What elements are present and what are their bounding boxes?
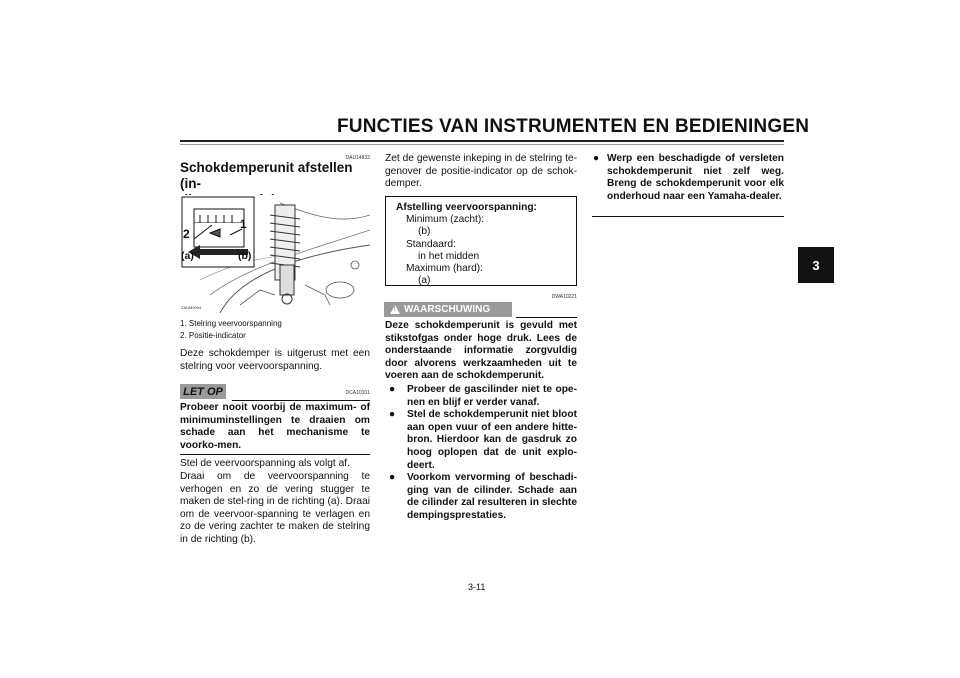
- header-rule-thin: [180, 144, 784, 145]
- warning-text: Deze schokdemperunit is gevuld met stikstofgas onder hoge druk. Lees de onderstaande informatie zorgvuldig door alvorens werkzaamheden uit te voeren aan de schokdemperunit.: [385, 320, 577, 382]
- callout-a: (a): [181, 250, 194, 262]
- bullet-icon: ●: [593, 153, 600, 164]
- box-max-value: (a): [418, 275, 431, 287]
- warning-rule: [516, 317, 577, 318]
- bullet-icon: ●: [389, 409, 396, 421]
- notice-text: Probeer nooit voorbij de maximum- of minimuminstellingen te draaien om schade aan het mechanisme te voorko-men.: [180, 402, 370, 451]
- box-std-value: in het midden: [418, 250, 480, 262]
- bullet-icon: ●: [389, 472, 396, 484]
- warning-badge: [384, 302, 512, 317]
- preload-settings-box: [385, 196, 577, 286]
- chapter-tab[interactable]: 3: [798, 247, 834, 283]
- figure-code: ZAUM0094: [181, 305, 202, 310]
- figure-caption-2: 2. Positie-indicator: [180, 331, 246, 340]
- list-item: ● Probeer de gascilinder niet te ope-nen en blijf er verder vanaf.: [389, 384, 577, 408]
- page-header-title: FUNCTIES VAN INSTRUMENTEN EN BEDIENINGEN: [337, 116, 810, 137]
- header-rule: [180, 140, 784, 142]
- section-code: DAU14832: [345, 155, 370, 161]
- shock-absorber-figure: [180, 195, 370, 315]
- col2-intro: Zet de gewenste inkeping in de stelring te-genover de positie-indicator op de schok-demper.: [385, 153, 577, 190]
- box-min-value: (b): [418, 226, 431, 238]
- list-item: ● Werp een beschadigde of versleten schokdemperunit niet zelf weg. Breng de schokdemperunit voor elk onderhoud naar een Yamaha-dealer.: [593, 153, 784, 202]
- steps-intro: Stel de veervoorspanning als volgt af.: [180, 458, 350, 469]
- box-title: Afstelling veervoorspanning:: [396, 202, 537, 213]
- steps-text: Draai om de veervoorspanning te verhogen en zo de vering stugger te maken de stel-ring in de richting (a). Draai om de veervoor-spanning te verlagen en zo de vering zachter te maken de stelring in de richting (b).: [180, 471, 370, 545]
- warning-triangle-icon: !: [390, 305, 400, 314]
- list-item: ● Stel de schokdemperunit niet bloot aan open vuur of een andere hitte-bron. Hierdoor kan de gasdruk zo hoog oplopen dat de unit explo-deert.: [389, 409, 577, 471]
- notice-rule: [232, 400, 370, 401]
- bullet-icon: ●: [389, 384, 396, 395]
- list-item: ● Voorkom vervorming of beschadi-ging van de cilinder. Schade aan de cilinder zal resulteren in slechte dempingsprestaties.: [389, 472, 577, 521]
- callout-2: 2: [183, 227, 190, 241]
- warning-code: DWA10221: [551, 294, 577, 300]
- warning-label: WAARSCHUWING: [404, 304, 491, 315]
- shock-absorber-illustration: [180, 195, 370, 315]
- box-std-label: Standaard:: [406, 238, 456, 250]
- box-min-label: Minimum (zacht):: [406, 214, 485, 226]
- figure-caption-1: 1. Stelring veervoorspanning: [180, 319, 282, 328]
- notice-end-rule: [180, 454, 370, 455]
- warning-end-rule: [592, 216, 784, 217]
- callout-b: (b): [238, 250, 252, 262]
- box-max-label: Maximum (hard):: [406, 263, 483, 275]
- intro-paragraph: Deze schokdemper is uitgerust met een stelring voor veervoorspanning.: [180, 348, 370, 372]
- section-title-line-1: Schokdemperunit afstellen (in-: [180, 160, 353, 191]
- notice-badge: LET OP: [180, 384, 226, 399]
- callout-1: 1: [240, 217, 247, 231]
- col3-bullets: [592, 153, 784, 203]
- warning-bullets: [385, 384, 577, 523]
- page-number: 3-11: [468, 582, 486, 592]
- notice-code: DCA10101: [345, 390, 370, 396]
